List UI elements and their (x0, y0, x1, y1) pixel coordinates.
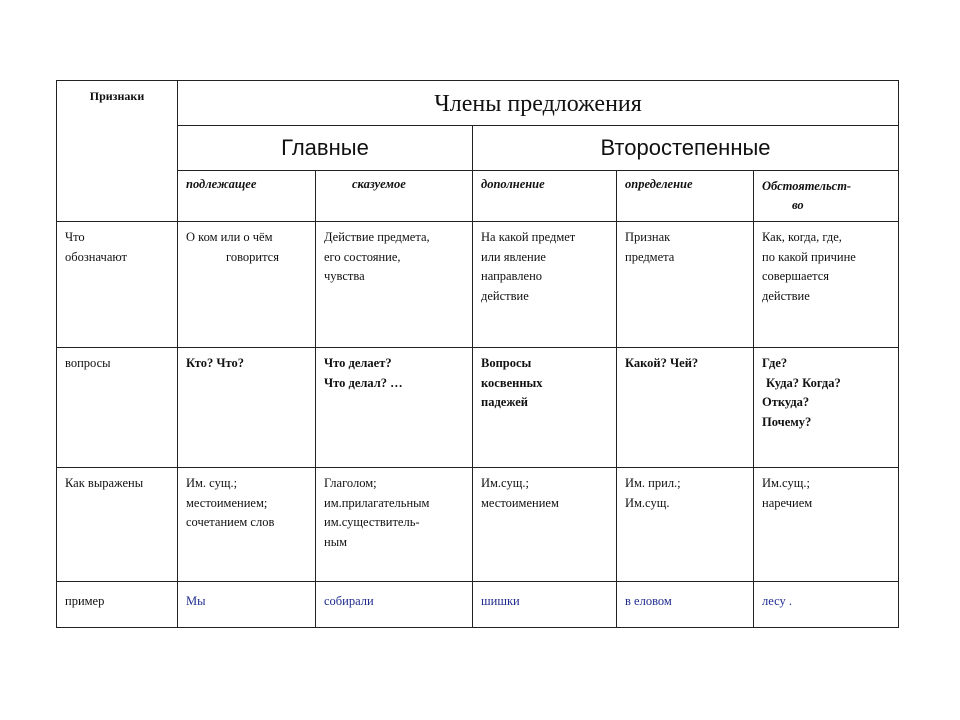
cell-expressed-attribute: Им. прил.; Им.сущ. (617, 468, 754, 582)
column-header-object: дополнение (473, 171, 617, 222)
cell-meaning-subject: О ком или о чём говорится (178, 222, 316, 348)
table-row (57, 582, 899, 628)
cell-example-attribute: в еловом (617, 582, 754, 628)
column-header-adverbial: Обстоятельст- во (754, 171, 899, 222)
row-label-questions: вопросы (57, 348, 178, 468)
row-label-example: пример (57, 582, 178, 628)
main-group-title: Главные (281, 135, 369, 160)
cell-expressed-adverbial: Им.сущ.; наречием (754, 468, 899, 582)
column-header-attribute: определение (617, 171, 754, 222)
table-title: Члены предложения (434, 91, 642, 117)
cell-questions-subject: Кто? Что? (178, 348, 316, 468)
column-header-predicate: сказуемое (316, 171, 473, 222)
row-label-meaning: Что обозначают (57, 222, 178, 348)
cell-example-adverbial: лесу . (754, 582, 899, 628)
cell-questions-predicate: Что делает? Что делал? … (316, 348, 473, 468)
cell-meaning-attribute: Признак предмета (617, 222, 754, 348)
cell-questions-attribute: Какой? Чей? (617, 348, 754, 468)
column-header-subject: подлежащее (178, 171, 316, 222)
cell-expressed-object: Им.сущ.; местоимением (473, 468, 617, 582)
row-label-expressed: Как выражены (57, 468, 178, 582)
features-header-cell (57, 81, 178, 222)
cell-questions-adverbial: Где? Куда? Когда? Откуда? Почему? (754, 348, 899, 468)
cell-meaning-object: На какой предмет или явление направлено действие (473, 222, 617, 348)
secondary-group-title: Второстепенные (600, 135, 771, 160)
cell-meaning-adverbial: Как, когда, где, по какой причине совершается действие (754, 222, 899, 348)
title-cell (178, 81, 899, 126)
secondary-group-cell (473, 126, 899, 171)
cell-expressed-subject: Им. сущ.; местоимением; сочетанием слов (178, 468, 316, 582)
cell-example-predicate: собирали (316, 582, 473, 628)
cell-expressed-predicate: Глаголом; им.прилагательным им.существитель- ным (316, 468, 473, 582)
cell-example-object: шишки (473, 582, 617, 628)
table-row (57, 468, 899, 582)
cell-example-subject: Мы (178, 582, 316, 628)
sentence-members-table (56, 80, 899, 628)
table-row (57, 222, 899, 348)
features-label: Признаки (89, 89, 145, 103)
main-group-cell (178, 126, 473, 171)
cell-meaning-predicate: Действие предмета, его состояние, чувства (316, 222, 473, 348)
table-row (57, 348, 899, 468)
cell-questions-object: Вопросы косвенных падежей (473, 348, 617, 468)
